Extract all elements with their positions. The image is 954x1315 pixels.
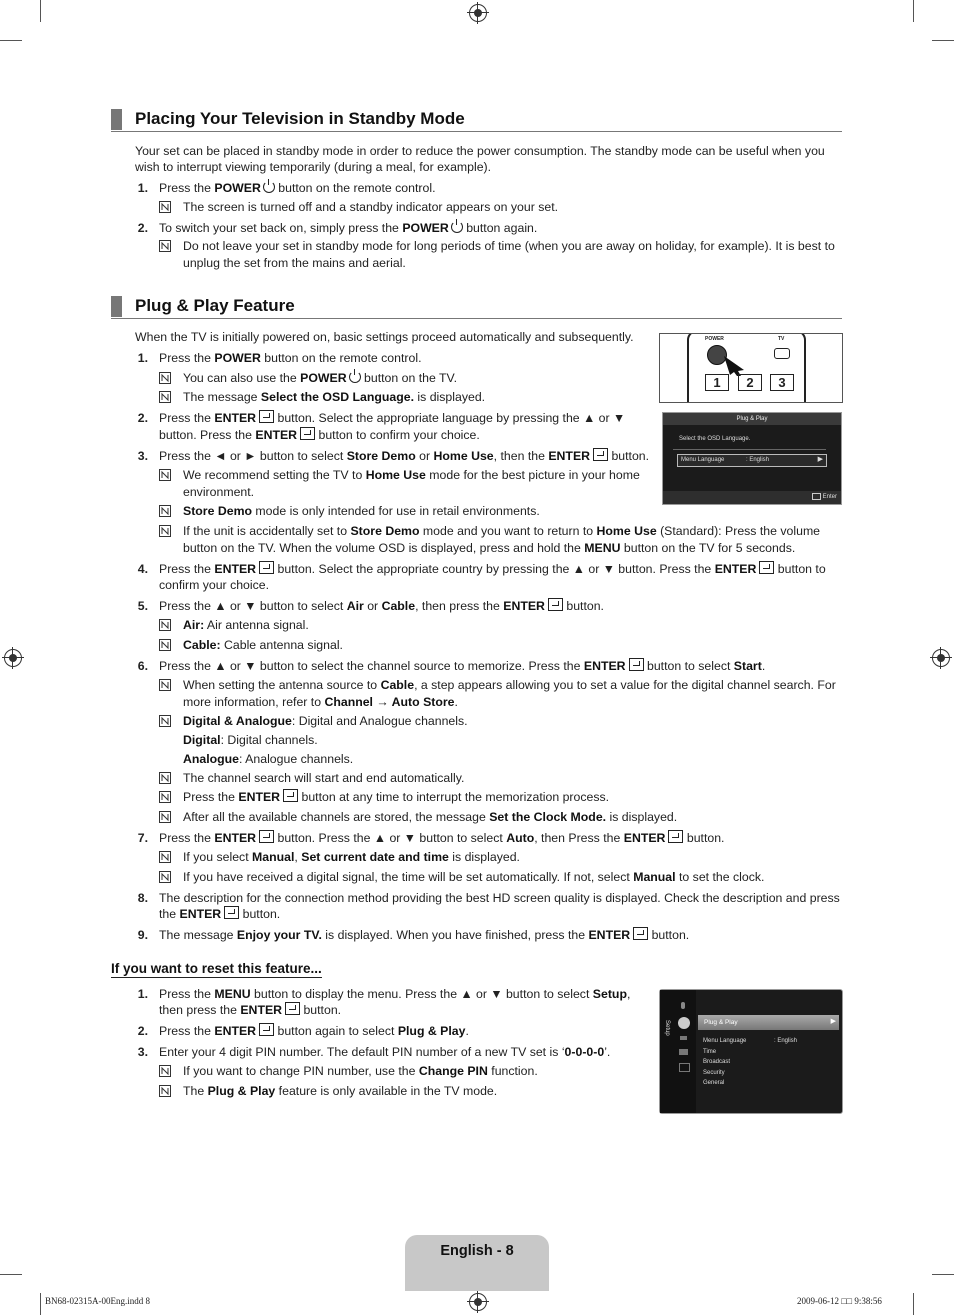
- step-text: Press the ENTER button. Select the appropriate language by pressing the ▲ or ▼: [159, 411, 626, 425]
- note-icon: [159, 1085, 171, 1097]
- registration-mark-icon: [469, 4, 487, 22]
- crop-mark: [40, 1293, 41, 1315]
- note-text: Cable: Cable antenna signal.: [183, 638, 343, 652]
- osd-highlight-label: Plug & Play: [704, 1019, 738, 1026]
- crop-mark: [0, 1274, 22, 1275]
- remote-tv-label: TV: [778, 336, 785, 342]
- section-title: Placing Your Television in Standby Mode: [135, 109, 465, 128]
- step-number: 5.: [137, 599, 148, 613]
- osd-enter-label: Enter: [822, 494, 837, 500]
- step-number: 4.: [137, 562, 148, 576]
- power-icon: [263, 181, 275, 193]
- note-text: Analogue: Analogue channels.: [183, 752, 354, 766]
- note-text: unplug the set from the mains and aerial.: [183, 256, 406, 270]
- osd-arrow-right-icon: ▶: [830, 1018, 836, 1025]
- enter-icon: [593, 448, 608, 461]
- step-number: 2.: [137, 221, 148, 235]
- note-text: The message Select the OSD Language. is displayed.: [183, 390, 486, 404]
- remote-power-label: POWER: [705, 336, 724, 342]
- step-text: Press the ENTER button again to select Plug & Play.: [159, 1024, 469, 1038]
- section-heading-standby: [111, 109, 842, 132]
- step-text: Enter your 4 digit PIN number. The default PIN number of a new TV set is ‘0-0-0-0’.: [159, 1045, 611, 1059]
- note-icon: [159, 851, 171, 863]
- note-text: button on the TV. When the volume OSD is displayed, press and hold the MENU button on the TV for 5 seconds.: [183, 541, 796, 555]
- paragraph: When the TV is initially powered on, basic settings proceed automatically and subsequently.: [135, 330, 634, 344]
- enter-icon: [668, 830, 683, 843]
- enter-icon: [633, 927, 648, 940]
- enter-icon: [300, 427, 315, 440]
- note-icon: [159, 469, 171, 481]
- note-icon: [159, 505, 171, 517]
- note-text: Press the ENTER button at any time to interrupt the memorization process.: [183, 790, 610, 804]
- date-slug: 2009-06-12 □□ 9:38:56: [797, 1296, 882, 1306]
- step-number: 1.: [137, 987, 148, 1001]
- enter-icon: [285, 1002, 300, 1015]
- pointer-arrow-icon: [722, 354, 752, 376]
- note-text: We recommend setting the TV to Home Use mode for the best picture in your home: [183, 468, 640, 482]
- note-text: Do not leave your set in standby mode for long periods of time (when you are away on holiday, for example). It is best to: [183, 239, 835, 253]
- note-icon: [159, 619, 171, 631]
- step-text: To switch your set back on, simply press the POWER button again.: [159, 221, 538, 235]
- picture-icon: [681, 1002, 685, 1009]
- enter-icon: [548, 598, 563, 611]
- osd-divider: [673, 449, 826, 450]
- step-text: Press the ▲ or ▼ button to select the channel source to memorize. Press the ENTER button to select Start.: [159, 659, 766, 673]
- note-icon: [159, 240, 171, 252]
- osd-language-screen: [662, 412, 842, 505]
- osd-arrow-right-icon: ▶: [817, 456, 823, 463]
- osd-menu-item: General: [703, 1080, 725, 1086]
- osd-setup-menu: [659, 989, 843, 1114]
- step-text: Press the MENU button to display the menu. Press the ▲ or ▼ button to select Setup,: [159, 987, 631, 1001]
- paragraph: Your set can be placed in standby mode in order to reduce the power consumption. The standby mode can be useful when you: [135, 144, 825, 158]
- step-number: 8.: [137, 891, 148, 905]
- enter-icon: [259, 561, 274, 574]
- file-slug: BN68-02315A-00Eng.indd 8: [45, 1296, 150, 1306]
- crop-mark: [932, 40, 954, 41]
- input-icon: [679, 1049, 688, 1055]
- channel-icon: [680, 1036, 687, 1040]
- note-text: environment.: [183, 485, 255, 499]
- page-number: English - 8: [440, 1243, 514, 1259]
- paragraph: wish to interrupt viewing temporarily (during a meal, for example).: [135, 160, 492, 174]
- note-icon: [159, 201, 171, 213]
- osd-field-value: : English: [746, 457, 770, 463]
- note-icon: [159, 871, 171, 883]
- note-text: more information, refer to Channel → Auto Store.: [183, 695, 458, 709]
- section-title: Plug & Play Feature: [135, 296, 295, 315]
- step-number: 1.: [137, 351, 148, 365]
- crop-mark: [932, 1274, 954, 1275]
- note-text: The screen is turned off and a standby indicator appears on your set.: [183, 200, 559, 214]
- step-text: button. Press the ENTER button to confirm your choice.: [159, 428, 480, 442]
- power-icon: [349, 371, 361, 383]
- osd-menu-item: Time: [703, 1049, 717, 1055]
- step-text: Press the ENTER button. Select the appropriate country by pressing the ▲ or ▼ button. Press the ENTER button to: [159, 562, 826, 576]
- heading-bar: [111, 296, 122, 317]
- note-text: You can also use the POWER button on the TV.: [183, 371, 458, 385]
- step-text: The message Enjoy your TV. is displayed. When you have finished, press the ENTER button.: [159, 928, 690, 942]
- enter-icon: [259, 1023, 274, 1036]
- step-text: the ENTER button.: [159, 907, 281, 921]
- note-icon: [159, 715, 171, 727]
- note-text: Store Demo mode is only intended for use in retail environments.: [183, 504, 540, 518]
- osd-menu-item: Security: [703, 1070, 725, 1076]
- note-icon: [159, 791, 171, 803]
- step-number: 3.: [137, 1045, 148, 1059]
- note-text: Digital: Digital channels.: [183, 733, 318, 747]
- step-text: Press the ▲ or ▼ button to select Air or Cable, then press the ENTER button.: [159, 599, 604, 613]
- step-number: 1.: [137, 181, 148, 195]
- note-text: After all the available channels are stored, the message Set the Clock Mode. is displayed.: [183, 810, 678, 824]
- enter-icon: [224, 906, 239, 919]
- step-text: Press the POWER button on the remote control.: [159, 181, 436, 195]
- osd-prompt: Select the OSD Language.: [679, 436, 751, 442]
- note-text: When setting the antenna source to Cable, a step appears allowing you to set a value for the digital channel search. For: [183, 678, 836, 692]
- note-text: Air: Air antenna signal.: [183, 618, 309, 632]
- registration-mark-icon: [4, 649, 22, 667]
- note-text: If you select Manual, Set current date and time is displayed.: [183, 850, 520, 864]
- osd-footer: [663, 491, 841, 504]
- osd-menu-item: Broadcast: [703, 1059, 731, 1065]
- remote-key: 3: [770, 374, 794, 391]
- step-number: 2.: [137, 1024, 148, 1038]
- page-number-tab: [405, 1235, 549, 1291]
- remote-tv-button: [774, 348, 790, 359]
- note-text: Digital & Analogue: Digital and Analogue channels.: [183, 714, 468, 728]
- power-icon: [451, 221, 463, 233]
- section-heading-plug-play: [111, 296, 842, 319]
- step-text: confirm your choice.: [159, 578, 270, 592]
- enter-icon: [259, 410, 274, 423]
- osd-side-label: Setup: [664, 1020, 670, 1036]
- crop-mark: [913, 1293, 914, 1315]
- enter-icon: [759, 561, 774, 574]
- registration-mark-icon: [469, 1293, 487, 1311]
- osd-menu-value: : English: [774, 1038, 798, 1044]
- heading-bar: [111, 109, 122, 130]
- enter-icon: [283, 789, 298, 802]
- note-icon: [159, 679, 171, 691]
- crop-mark: [913, 0, 914, 22]
- osd-highlight-row: [698, 1015, 839, 1030]
- note-text: If the unit is accidentally set to Store Demo mode and you want to return to Home Use (Standard): Press the volume: [183, 524, 821, 538]
- step-number: 7.: [137, 831, 148, 845]
- note-icon: [159, 525, 171, 537]
- step-text: Press the POWER button on the remote control.: [159, 351, 422, 365]
- crop-mark: [0, 40, 22, 41]
- note-text: If you want to change PIN number, use the Change PIN function.: [183, 1064, 538, 1078]
- support-icon: [679, 1063, 690, 1072]
- crop-mark: [40, 0, 41, 22]
- note-icon: [159, 1065, 171, 1077]
- osd-field-label: Menu Language: [681, 457, 725, 463]
- remote-key: 2: [738, 374, 762, 391]
- enter-icon: [812, 493, 821, 500]
- osd-language-field: [677, 454, 827, 467]
- step-text: then press the ENTER button.: [159, 1003, 342, 1017]
- registration-mark-icon: [932, 649, 950, 667]
- step-number: 6.: [137, 659, 148, 673]
- remote-control-image: [659, 333, 843, 403]
- note-icon: [159, 372, 171, 384]
- step-text: The description for the connection method providing the best HD screen quality is displayed. Check the description and press: [159, 891, 840, 905]
- osd-side-panel: [660, 990, 696, 1113]
- step-text: Press the ◄ or ► button to select Store Demo or Home Use, then the ENTER button.: [159, 449, 650, 463]
- subsection-heading: If you want to reset this feature...: [111, 961, 322, 976]
- note-text: The channel search will start and end automatically.: [183, 771, 465, 785]
- note-icon: [159, 772, 171, 784]
- remote-key: 1: [705, 374, 729, 391]
- step-number: 9.: [137, 928, 148, 942]
- note-text: If you have received a digital signal, the time will be set automatically. If not, select Manual to set the clock.: [183, 870, 765, 884]
- step-number: 3.: [137, 449, 148, 463]
- step-number: 2.: [137, 411, 148, 425]
- gear-icon: [678, 1017, 690, 1029]
- osd-title: Plug & Play: [663, 413, 841, 425]
- osd-menu-item: Menu Language: [703, 1038, 747, 1044]
- step-text: Press the ENTER button. Press the ▲ or ▼ button to select Auto, then Press the ENTER button.: [159, 831, 725, 845]
- enter-icon: [259, 830, 274, 843]
- note-icon: [159, 811, 171, 823]
- enter-icon: [629, 658, 644, 671]
- note-icon: [159, 639, 171, 651]
- note-text: The Plug & Play feature is only available in the TV mode.: [183, 1084, 498, 1098]
- note-icon: [159, 391, 171, 403]
